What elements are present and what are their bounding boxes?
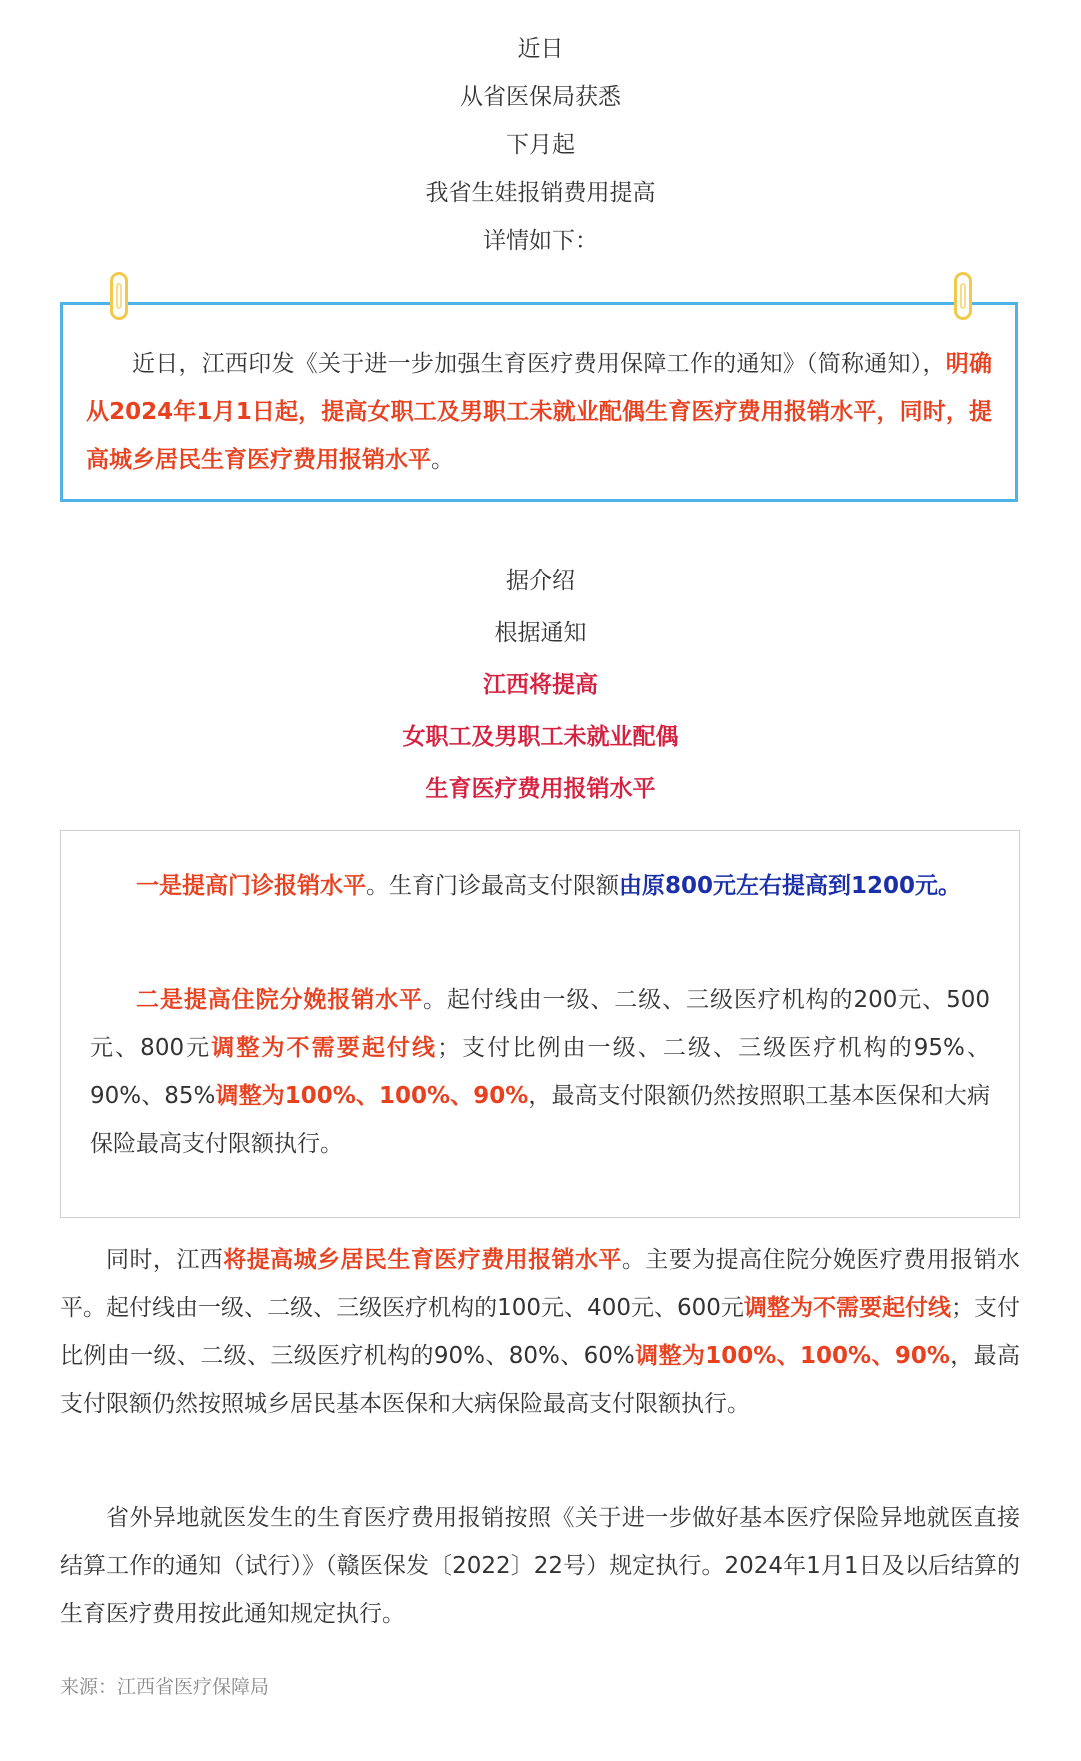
resident-highlight: 调整为100%、100%、90% xyxy=(634,1343,950,1369)
binder-ring-icon xyxy=(110,272,128,320)
notice-normal-text: 近日，江西印发《关于进一步加强生育医疗费用保障工作的通知》（简称通知）， xyxy=(132,351,946,377)
resident-text: 。主要为提高住院分娩医疗费用报销水平。起付线由一级、二级、三级医疗机构的100元、400元、600元 xyxy=(60,1247,1021,1321)
notice-text xyxy=(86,340,992,484)
inpatient-highlight: 调整为不需要起付线 xyxy=(211,1035,438,1061)
intro-line: 近日 xyxy=(517,36,564,62)
resident-paragraph xyxy=(60,1236,1020,1428)
intro-line: 从省医保局获悉 xyxy=(460,84,621,110)
inpatient-heading: 二是提高住院分娩报销水平 xyxy=(136,987,423,1013)
mid-line: 据介绍 xyxy=(506,568,575,594)
inpatient-text: ，最高支付限额仍然按照职工基本医保和大病保险最高支付限额执行。 xyxy=(90,1083,990,1157)
headline-line: 生育医疗费用报销水平 xyxy=(425,776,656,802)
source-line: 来源：江西省医疗保障局 xyxy=(60,1676,270,1698)
details-para-2 xyxy=(90,976,990,1168)
resident-text: ，最高支付限额仍然按照城乡居民基本医保和大病保险最高支付限额执行。 xyxy=(60,1343,1020,1417)
outpatient-text: 。生育门诊最高支付限额 xyxy=(366,873,619,899)
headline-line: 女职工及男职工未就业配偶 xyxy=(402,724,679,750)
outpatient-highlight: 由原800元左右提高到1200元。 xyxy=(619,873,962,899)
intro-line: 我省生娃报销费用提高 xyxy=(425,180,656,206)
resident-highlight: 调整为不需要起付线 xyxy=(743,1295,951,1321)
resident-text: ；支付比例由一级、二级、三级医疗机构的90%、80%、60% xyxy=(60,1295,1021,1369)
intro-line: 详情如下： xyxy=(483,228,598,254)
mid-line: 根据通知 xyxy=(494,620,587,646)
intro-line: 下月起 xyxy=(506,132,575,158)
details-para-1 xyxy=(90,862,990,910)
notice-end: 。 xyxy=(431,447,454,473)
notice-highlight: 明确从2024年1月1日起，提高女职工及男职工未就业配偶生育医疗费用报销水平，同时，提高城乡居民生育医疗费用报销水平 xyxy=(86,351,993,473)
remote-paragraph: 省外异地就医发生的生育医疗费用报销按照《关于进一步做好基本医疗保险异地就医直接结算工作的通知（试行）》（赣医保发〔2022〕22号）规定执行。2024年1月1日及以后结算的生育医疗费用按此通知规定执行。 xyxy=(60,1505,1020,1627)
headline-line: 江西将提高 xyxy=(483,672,598,698)
inpatient-text: 。起付线由一级、二级、三级医疗机构的200元、500元、800元 xyxy=(90,987,990,1061)
inpatient-highlight: 调整为100%、100%、90% xyxy=(215,1083,529,1109)
binder-ring-icon xyxy=(954,272,972,320)
outpatient-heading: 一是提高门诊报销水平 xyxy=(136,873,366,899)
resident-highlight: 将提高城乡居民生育医疗费用报销水平 xyxy=(223,1247,622,1273)
resident-text: 同时，江西 xyxy=(106,1247,224,1273)
inpatient-text: ；支付比例由一级、二级、三级医疗机构的95%、90%、85% xyxy=(90,1035,990,1109)
